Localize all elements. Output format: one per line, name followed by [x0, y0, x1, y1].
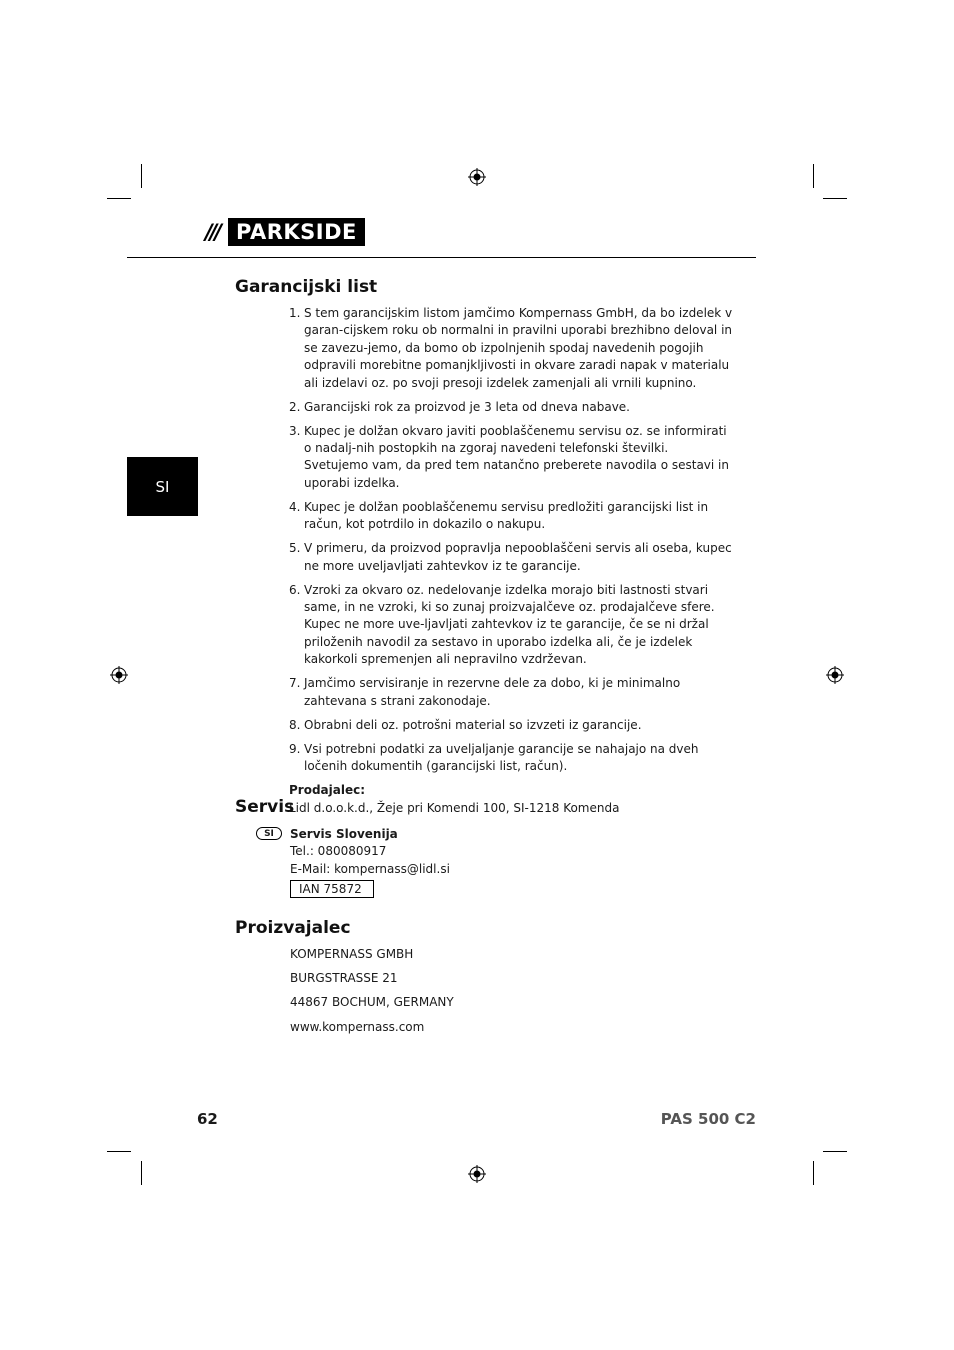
crop-mark [107, 1151, 131, 1152]
service-name: Servis Slovenija [290, 827, 398, 841]
header-divider [127, 257, 756, 258]
list-item [289, 499, 734, 534]
warranty-terms-list [289, 305, 734, 817]
model-name: PAS 500 C2 [660, 1110, 756, 1128]
list-item-text: Kupec je dolžan okvaro javiti pooblaščenemu servisu oz. se informirati o nadalj-nih postopkih na zgoraj navedeni telefonski številki. Svetujemo vam, da pred tem natančno preberete navodila o sestavi in uporabi izdelka. [304, 423, 729, 490]
list-item-number: 6. [289, 582, 301, 597]
registration-mark-icon [826, 666, 844, 684]
country-badge: SI [256, 827, 282, 840]
list-item [289, 423, 734, 493]
service-email: E-Mail: kompernass@lidl.si [290, 861, 450, 876]
list-item-number: 8. [289, 717, 301, 732]
crop-mark [141, 164, 142, 188]
list-item [289, 717, 734, 734]
manufacturer-heading: Proizvajalec [235, 918, 351, 938]
list-item [289, 540, 734, 575]
seller-address: Lidl d.o.o.k.d., Žeje pri Komendi 100, SI-1218 Komenda [289, 800, 620, 815]
list-item-number: 9. [289, 741, 301, 756]
list-item-number: 4. [289, 499, 301, 514]
list-item-text: S tem garancijskim listom jamčimo Kompernass GmbH, da bo izdelek v garan-cijskem roku ob normalni in pravilni uporabi brezhibno deloval in se zavezu-jemo, da bomo ob izpolnjenih spodaj navedenih pogojih odpravili morebitne pomanjkljivosti in okvare zaradi napak v materialu ali izdelavi oz. po svoji presoji izdelek zamenjali ali vrnili kupnino. [304, 306, 733, 390]
list-item [289, 399, 734, 416]
logo-slashes: /// [204, 220, 219, 244]
registration-mark-icon [468, 168, 486, 186]
service-contact [290, 826, 450, 878]
registration-mark-icon [110, 666, 128, 684]
registration-mark-icon [468, 1165, 486, 1183]
parkside-logo [196, 218, 365, 246]
list-item-text: Jamčimo servisiranje in rezervne dele za dobo, ki je minimalno zahtevana s strani zakonodaje. [304, 676, 681, 708]
list-item-number: 1. [289, 306, 301, 320]
service-phone: Tel.: 080080917 [290, 844, 387, 859]
crop-mark [107, 198, 131, 199]
manufacturer-company: KOMPERNASS GMBH [290, 947, 414, 961]
list-item [289, 305, 734, 392]
list-item [289, 675, 734, 710]
logo-wordmark: PARKSIDE [228, 218, 365, 246]
list-item-text: Vzroki za okvaro oz. nedelovanje izdelka morajo biti lastnosti stvari same, in ne vzroki, ki so zunaj proizvajalčeve oz. prodajalčeve sfere. Kupec ne more uve-ljavljati zahtevkov iz te garancije, če se ni držal priloženih navodil za sestavo in uporabo izdelka ali, če je izdelek kakorkoli spremenjen ali nepravilno vzdrževan. [304, 582, 715, 667]
list-item-number: 5. [289, 541, 301, 556]
list-item-text: Obrabni deli oz. potrošni material so izvzeti iz garancije. [304, 717, 642, 732]
list-item-number: 3. [289, 423, 301, 438]
manufacturer-street: BURGSTRASSE 21 [290, 971, 398, 985]
language-tab: SI [127, 457, 198, 516]
warranty-heading: Garancijski list [235, 277, 378, 297]
crop-mark [823, 198, 847, 199]
list-item-number: 7. [289, 676, 301, 691]
list-item [289, 741, 734, 776]
seller-label: Prodajalec: [289, 783, 366, 798]
page-number: 62 [197, 1110, 218, 1128]
list-item-text: Vsi potrebni podatki za uveljaljanje garancije se nahajajo na dveh ločenih dokumentih (garancijski list, račun). [304, 741, 699, 774]
crop-mark [813, 164, 814, 188]
crop-mark [813, 1161, 814, 1185]
list-item-number: 2. [289, 399, 301, 414]
crop-mark [141, 1161, 142, 1185]
list-item [289, 582, 734, 669]
list-item-text: Garancijski rok za proizvod je 3 leta od dneva nabave. [304, 399, 630, 414]
list-item-text: Kupec je dolžan pooblaščenemu servisu predložiti garancijski list in račun, kot potrdilo in dokazilo o nakupu. [304, 499, 709, 532]
manufacturer-city: 44867 BOCHUM, GERMANY [290, 995, 454, 1009]
ian-number: IAN 75872 [290, 880, 374, 898]
manufacturer-website: www.kompernass.com [290, 1020, 425, 1034]
list-item-text: V primeru, da proizvod popravlja nepooblaščeni servis ali oseba, kupec ne more uveljavljati zahtevkov iz te garancije. [304, 541, 732, 573]
service-heading: Servis [235, 797, 295, 817]
crop-mark [823, 1151, 847, 1152]
